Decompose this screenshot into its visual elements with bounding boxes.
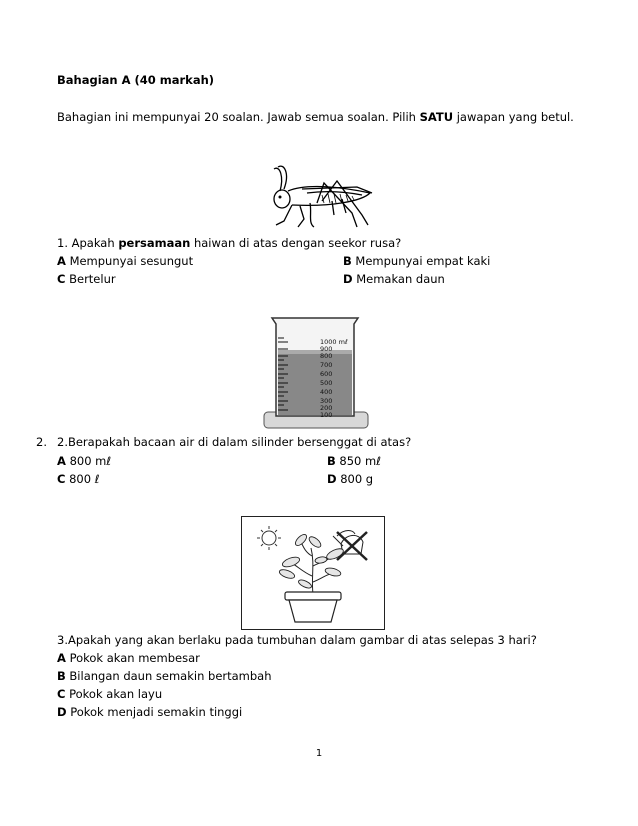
grasshopper-figure <box>262 163 378 233</box>
cyl-label-200: 200 <box>320 404 333 412</box>
plant-figure <box>241 516 385 630</box>
question-1-stem: 1. Apakah persamaan haiwan di atas dengan seekor rusa? <box>57 236 402 250</box>
q1-option-a[interactable]: A Mempunyai sesungut <box>57 254 194 268</box>
cyl-label-700: 700 <box>320 361 333 369</box>
measuring-cylinder-figure <box>262 312 372 432</box>
question-3-stem: 3.Apakah yang akan berlaku pada tumbuhan dalam gambar di atas selepas 3 hari? <box>57 633 537 647</box>
q2-option-a[interactable]: A 800 mℓ <box>57 454 112 468</box>
q3-option-d[interactable]: D Pokok menjadi semakin tinggi <box>57 705 243 719</box>
q3-option-a[interactable]: A Pokok akan membesar <box>57 651 200 665</box>
cyl-label-1000: 1000 mℓ <box>320 338 348 346</box>
page-number: 1 <box>315 748 323 759</box>
q1-option-b[interactable]: B Mempunyai empat kaki <box>343 254 491 268</box>
cyl-label-900: 900 <box>320 345 333 353</box>
instruction-text: Bahagian ini mempunyai 20 soalan. Jawab semua soalan. Pilih SATU jawapan yang betul. <box>57 110 574 124</box>
question-2-stem: 2.Berapakah bacaan air di dalam silinder bersenggat di atas? <box>57 435 412 449</box>
q2-option-c[interactable]: C 800 ℓ <box>57 472 100 486</box>
cyl-label-300: 300 <box>320 397 333 405</box>
cyl-label-100: 100 <box>320 411 333 419</box>
q2-option-b[interactable]: B 850 mℓ <box>327 454 381 468</box>
cyl-label-800: 800 <box>320 352 333 360</box>
q1-option-d[interactable]: D Memakan daun <box>343 272 445 286</box>
flower-pot-icon <box>285 592 341 622</box>
cyl-label-600: 600 <box>320 370 333 378</box>
cyl-label-500: 500 <box>320 379 333 387</box>
cyl-label-400: 400 <box>320 388 333 396</box>
q3-option-b[interactable]: B Bilangan daun semakin bertambah <box>57 669 272 683</box>
q2-option-d[interactable]: D 800 g <box>327 472 374 486</box>
section-title: Bahagian A (40 markah) <box>57 73 215 87</box>
question-2-outer-number: 2. <box>36 435 47 449</box>
q1-option-c[interactable]: C Bertelur <box>57 272 116 286</box>
q3-option-c[interactable]: C Pokok akan layu <box>57 687 163 701</box>
